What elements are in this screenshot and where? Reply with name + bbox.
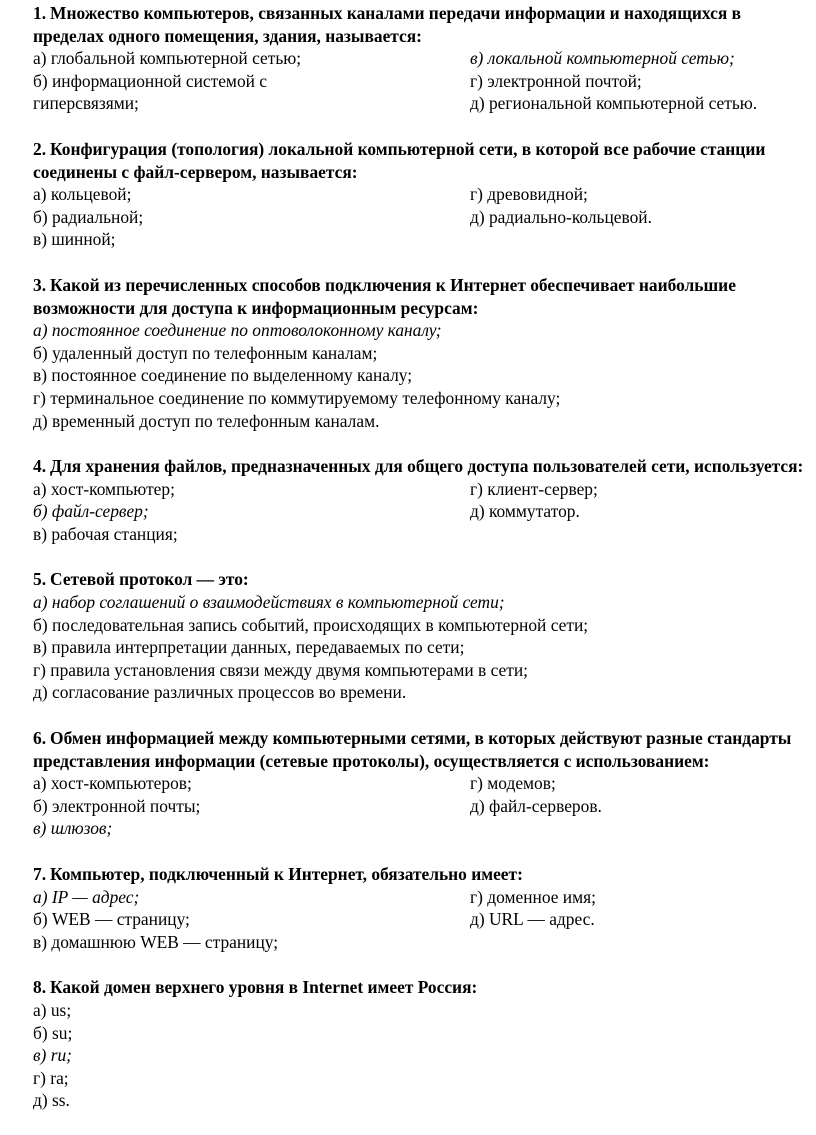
answer-option: б) электронной почты; — [33, 795, 201, 816]
answer-option: г) ra; — [33, 1067, 69, 1088]
question-title — [33, 274, 813, 319]
question-number: 8. — [33, 977, 47, 998]
answer-option: д) коммутатор. — [470, 501, 580, 522]
answer-option: д) согласование различных процессов во времени. — [33, 682, 407, 703]
answer-option: д) радиально-кольцевой. — [470, 206, 652, 227]
answer-row — [33, 92, 813, 115]
answer-option: д) временный доступ по телефонным каналам. — [33, 410, 380, 431]
question-text: Множество компьютеров, связанных каналами передачи информации и находящихся в пределах одного помещения, здания, называется: — [33, 3, 741, 46]
answer-option: а) хост-компьютеров; — [33, 773, 192, 794]
question-text: Для хранения файлов, предназначенных для общего доступа пользователей сети, используется: — [50, 456, 804, 477]
question-3 — [33, 274, 813, 432]
question-title — [33, 138, 813, 183]
answer-row — [33, 70, 813, 93]
answer-option: д) региональной компьютерной сетью. — [470, 93, 758, 114]
question-number: 7. — [33, 864, 47, 884]
answer-row — [33, 795, 813, 818]
answer-option: г) электронной почтой; — [470, 70, 642, 91]
answer-row — [33, 478, 813, 501]
question-title — [33, 568, 813, 591]
answer-option: а) глобальной компьютерной сетью; — [33, 48, 302, 69]
answer-option-empty — [470, 931, 813, 954]
question-number: 3. — [33, 274, 47, 295]
question-1 — [33, 2, 813, 115]
question-text: Сетевой протокол — это: — [50, 569, 249, 590]
answer-option: в) правила интерпретации данных, передаваемых по сети; — [33, 637, 465, 658]
answer-option: в) домашнюю WEB — страницу; — [33, 931, 279, 952]
question-number: 6. — [33, 728, 47, 749]
answer-option: в) постоянное соединение по выделенному каналу; — [33, 365, 413, 386]
question-number: 5. — [33, 569, 47, 590]
answer-option: б) su; — [33, 1022, 73, 1043]
answer-option-correct: в) шлюзов; — [33, 818, 113, 839]
question-7 — [33, 863, 813, 953]
answer-option: г) клиент-сервер; — [470, 478, 598, 499]
question-text: Компьютер, подключенный к Интернет, обязательно имеет: — [50, 864, 523, 884]
question-title — [33, 863, 813, 886]
answer-option: б) WEB — страницу; — [33, 909, 190, 930]
answer-option: г) терминальное соединение по коммутируемому телефонному каналу; — [33, 387, 561, 408]
question-text: Обмен информацией между компьютерными сетями, в которых действуют разные стандарты представления информации (сетевые протоколы), осуществляется с использованием: — [33, 728, 792, 771]
answer-option: а) хост-компьютер; — [33, 478, 175, 499]
question-number: 1. — [33, 3, 47, 23]
question-number: 2. — [33, 138, 47, 159]
question-title — [33, 976, 813, 999]
answer-option: б) удаленный доступ по телефонным каналам; — [33, 342, 378, 363]
question-text: Конфигурация (топология) локальной компьютерной сети, в которой все рабочие станции соединены с файл-сервером, называется: — [33, 138, 766, 182]
answer-option: г) древовидной; — [470, 184, 588, 205]
answer-option-empty — [470, 817, 813, 840]
answer-option: б) информационной системой с — [33, 70, 268, 91]
answer-option: б) радиальной; — [33, 206, 144, 227]
answer-option-correct: б) файл-сервер; — [33, 501, 149, 522]
answer-option-correct: в) ru; — [33, 1045, 72, 1066]
answer-option: а) us; — [33, 999, 72, 1020]
answer-row — [33, 817, 813, 840]
question-2 — [33, 138, 813, 251]
question-title — [33, 455, 813, 478]
question-text: Какой из перечисленных способов подключения к Интернет обеспечивает наибольшие возможности для доступа к информационным ресурсам: — [33, 274, 736, 318]
answer-row — [33, 931, 813, 954]
quiz-page — [33, 2, 813, 1135]
answer-option-continuation: гиперсвязями; — [33, 93, 139, 114]
answer-row — [33, 523, 813, 546]
question-6 — [33, 727, 813, 840]
answer-option: в) рабочая станция; — [33, 523, 178, 544]
question-4 — [33, 455, 813, 545]
answer-row — [33, 228, 813, 251]
answer-option: а) кольцевой; — [33, 184, 132, 205]
answer-option-correct: в) локальной компьютерной сетью; — [470, 48, 735, 69]
question-title — [33, 727, 813, 772]
answer-option-empty — [470, 228, 813, 251]
answer-option: г) модемов; — [470, 773, 556, 794]
answer-row — [33, 908, 813, 931]
question-title — [33, 2, 813, 47]
answer-option: г) доменное имя; — [470, 886, 596, 907]
answer-option: д) файл-серверов. — [470, 795, 602, 816]
answer-row — [33, 47, 813, 70]
answer-row — [33, 500, 813, 523]
answer-option: в) шинной; — [33, 229, 116, 250]
answer-row — [33, 206, 813, 229]
answer-option: г) правила установления связи между двумя компьютерами в сети; — [33, 659, 528, 680]
answer-option-correct: а) IP — адрес; — [33, 886, 140, 907]
question-8 — [33, 976, 813, 1112]
answer-row — [33, 772, 813, 795]
question-number: 4. — [33, 456, 47, 477]
answer-option: д) ss. — [33, 1090, 70, 1111]
answer-option-empty — [470, 523, 813, 546]
answer-row — [33, 886, 813, 909]
answer-option: б) последовательная запись событий, происходящих в компьютерной сети; — [33, 614, 589, 635]
question-text: Какой домен верхнего уровня в Internet имеет Россия: — [50, 977, 478, 998]
answer-option-correct: а) постоянное соединение по оптоволоконному каналу; — [33, 320, 442, 341]
answer-option-correct: а) набор соглашений о взаимодействиях в компьютерной сети; — [33, 592, 505, 613]
answer-option: д) URL — адрес. — [470, 909, 595, 930]
question-5 — [33, 568, 813, 704]
answer-row — [33, 183, 813, 206]
